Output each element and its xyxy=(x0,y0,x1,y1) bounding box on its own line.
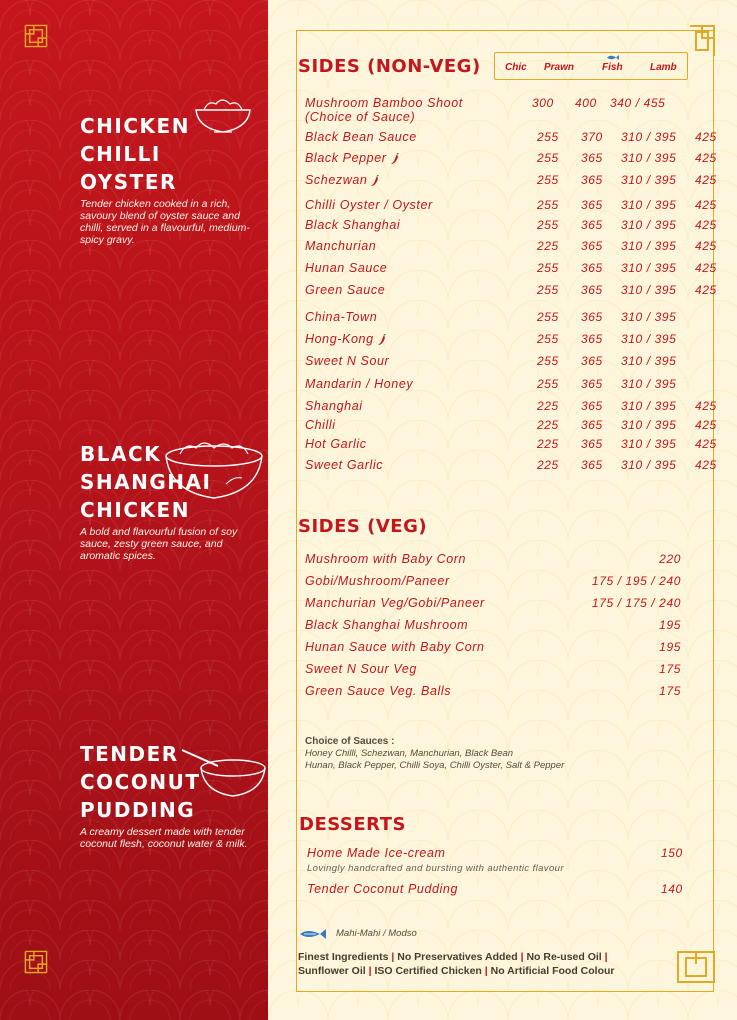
menu-item-price: 365 xyxy=(581,377,603,391)
menu-item-price: 425 xyxy=(695,239,717,253)
menu-item-name: Chilli xyxy=(305,418,336,432)
veg-item-price: 175 / 195 / 240 xyxy=(591,574,681,588)
bowl-illustration-icon xyxy=(192,92,254,136)
fish-legend-label: Mahi-Mahi / Modso xyxy=(336,928,417,939)
menu-item-price: 365 xyxy=(581,151,603,165)
corner-ornament-top-left xyxy=(24,24,48,48)
menu-item-price: 310 / 395 xyxy=(621,218,677,232)
menu-item-price: 255 xyxy=(537,283,559,297)
dessert-bowl-illustration-icon xyxy=(178,746,268,802)
menu-item-row xyxy=(305,354,715,370)
menu-panel xyxy=(268,0,737,1020)
menu-item-price: 310 / 395 xyxy=(621,332,677,346)
menu-item-price: 310 / 395 xyxy=(621,198,677,212)
column-header-prawn: Prawn xyxy=(544,62,575,73)
menu-item-row xyxy=(305,96,715,124)
dessert-item xyxy=(307,882,717,898)
menu-item-row xyxy=(305,437,715,453)
dessert-item xyxy=(307,846,717,862)
menu-item-price: 310 / 395 xyxy=(621,399,677,413)
menu-item-price: 255 xyxy=(537,261,559,275)
menu-item-price: 365 xyxy=(581,418,603,432)
sauces-line: Honey Chilli, Schezwan, Manchurian, Black Bean xyxy=(305,748,514,759)
menu-item-name: Hot Garlic xyxy=(305,437,367,451)
menu-item-price: 365 xyxy=(581,354,603,368)
feature-title-line: COCONUT xyxy=(80,770,201,794)
menu-item-price: 255 xyxy=(537,354,559,368)
fish-legend xyxy=(298,926,498,942)
menu-item-price: 425 xyxy=(695,437,717,451)
menu-item-name: Sweet Garlic xyxy=(305,458,384,472)
menu-item-row xyxy=(305,151,715,167)
menu-item-price: 310 / 395 xyxy=(621,173,677,187)
menu-item-price: 255 xyxy=(537,310,559,324)
menu-item-row xyxy=(305,130,715,146)
veg-item-name: Sweet N Sour Veg xyxy=(305,662,417,676)
menu-item-row xyxy=(305,332,715,348)
menu-item-price: 255 xyxy=(537,198,559,212)
menu-item-price: 310 / 395 xyxy=(621,458,677,472)
section-title-sides-nonveg: SIDES (NON-VEG) xyxy=(298,56,481,77)
feature-title-line: PUDDING xyxy=(80,798,196,822)
sauces-line: Hunan, Black Pepper, Chilli Soya, Chilli Oyster, Salt & Pepper xyxy=(305,760,565,771)
veg-item-price: 195 xyxy=(659,640,681,654)
footer-claim: Finest Ingredients xyxy=(298,951,389,963)
menu-item-price: 365 xyxy=(581,173,603,187)
feature-title-line: CHICKEN xyxy=(80,498,190,522)
menu-item-price: 425 xyxy=(695,173,717,187)
feature-title-line: TENDER xyxy=(80,742,179,766)
menu-item-name: Hunan Sauce xyxy=(305,261,388,275)
menu-item-price: 365 xyxy=(581,310,603,324)
menu-item-price: 310 / 395 xyxy=(621,239,677,253)
veg-item-price: 195 xyxy=(659,618,681,632)
veg-item-row xyxy=(305,684,715,700)
menu-item-row xyxy=(305,198,715,214)
footer-line-1 xyxy=(298,951,608,963)
menu-item-price: 225 xyxy=(537,437,559,451)
menu-item-price: 310 / 395 xyxy=(621,261,677,275)
menu-item-price: 255 xyxy=(537,130,559,144)
dessert-price: 150 xyxy=(661,846,683,860)
menu-item-row xyxy=(305,458,715,474)
menu-item-price: 255 xyxy=(537,173,559,187)
menu-item-row xyxy=(305,310,715,326)
menu-item-row xyxy=(305,261,715,277)
veg-item-row xyxy=(305,574,715,590)
menu-item-price: 425 xyxy=(695,399,717,413)
menu-item-price: 425 xyxy=(695,283,717,297)
footer-separator: | xyxy=(368,965,372,977)
menu-item-price: 310 / 395 xyxy=(621,130,677,144)
menu-item-price: 425 xyxy=(695,261,717,275)
footer-claim: ISO Certified Chicken xyxy=(374,965,482,977)
menu-item-price: 310 / 395 xyxy=(621,151,677,165)
veg-item-name: Green Sauce Veg. Balls xyxy=(305,684,452,698)
dessert-name: Tender Coconut Pudding xyxy=(307,882,459,896)
menu-item-row xyxy=(305,418,715,434)
menu-item-name: Sweet N Sour xyxy=(305,354,390,368)
menu-item-price: 365 xyxy=(581,239,603,253)
menu-item-row xyxy=(305,283,715,299)
feature-description: A bold and flavourful fusion of soy sauce, zesty green sauce, and aromatic spices. xyxy=(80,526,238,562)
veg-item-name: Hunan Sauce with Baby Corn xyxy=(305,640,485,654)
footer-separator: | xyxy=(520,951,524,963)
menu-item-row xyxy=(305,239,715,255)
veg-item-price: 175 / 175 / 240 xyxy=(591,596,681,610)
dessert-name: Home Made Ice-cream xyxy=(307,846,446,860)
column-header-chic: Chic xyxy=(505,62,527,73)
bowl-illustration-icon xyxy=(162,436,266,506)
veg-item-name: Black Shanghai Mushroom xyxy=(305,618,469,632)
menu-item-name: China-Town xyxy=(305,310,378,324)
feature-description: A creamy dessert made with tender coconut flesh, coconut water & milk. xyxy=(80,826,248,850)
menu-item-name: Schezwan xyxy=(305,173,380,187)
menu-item-price: 300 xyxy=(532,96,554,110)
menu-item-price: 400 xyxy=(575,96,597,110)
menu-item-price: 225 xyxy=(537,239,559,253)
footer-claim: Sunflower Oil xyxy=(298,965,366,977)
menu-item-price: 310 / 395 xyxy=(621,354,677,368)
footer-claim: No Re-used Oil xyxy=(526,951,602,963)
menu-item-row xyxy=(305,173,715,189)
menu-item-price: 425 xyxy=(695,218,717,232)
menu-item-price: 340 / 455 xyxy=(610,96,666,110)
menu-item-name: Mushroom Bamboo Shoot xyxy=(305,96,463,110)
corner-ornament-bottom-left xyxy=(24,950,48,974)
menu-item-name: Green Sauce xyxy=(305,283,386,297)
menu-item-name: Black Pepper xyxy=(305,151,400,165)
feature-title-line: CHICKEN xyxy=(80,114,190,138)
footer-claim: No Preservatives Added xyxy=(397,951,518,963)
dessert-note: Lovingly handcrafted and bursting with authentic flavour xyxy=(307,863,564,874)
fish-icon xyxy=(606,54,620,61)
menu-item-name: Chilli Oyster / Oyster xyxy=(305,198,433,212)
chili-spicy-icon xyxy=(390,153,400,165)
footer-separator: | xyxy=(484,965,488,977)
dessert-price: 140 xyxy=(661,882,683,896)
menu-item-name: Shanghai xyxy=(305,399,363,413)
veg-item-name: Manchurian Veg/Gobi/Paneer xyxy=(305,596,485,610)
corner-ornament-top-right xyxy=(688,24,716,58)
corner-ornament-bottom-right xyxy=(676,950,716,984)
veg-item-row xyxy=(305,640,715,656)
veg-item-row xyxy=(305,552,715,568)
menu-item-price: 255 xyxy=(537,218,559,232)
menu-item-price: 425 xyxy=(695,418,717,432)
menu-item-row xyxy=(305,377,715,393)
menu-item-price: 255 xyxy=(537,332,559,346)
menu-item-price: 425 xyxy=(695,130,717,144)
footer-line-2 xyxy=(298,965,614,977)
menu-item-price: 365 xyxy=(581,332,603,346)
veg-item-row xyxy=(305,662,715,678)
menu-item-price: 225 xyxy=(537,418,559,432)
feature-title-line: BLACK xyxy=(80,442,162,466)
left-feature-panel xyxy=(0,0,268,1020)
feature-description: Tender chicken cooked in a rich, savoury blend of oyster sauce and chilli, served in a flavourful, medium-spicy gravy. xyxy=(80,198,250,246)
menu-item-price: 310 / 395 xyxy=(621,283,677,297)
column-header-lamb: Lamb xyxy=(650,62,677,73)
veg-item-name: Mushroom with Baby Corn xyxy=(305,552,467,566)
veg-item-name: Gobi/Mushroom/Paneer xyxy=(305,574,450,588)
menu-item-row xyxy=(305,218,715,234)
menu-item-price: 310 / 395 xyxy=(621,418,677,432)
menu-item-price: 365 xyxy=(581,283,603,297)
menu-item-price: 365 xyxy=(581,218,603,232)
menu-item-name: Mandarin / Honey xyxy=(305,377,414,391)
menu-item-name: Hong-Kong xyxy=(305,332,387,346)
column-header-fish: Fish xyxy=(602,62,623,73)
veg-item-price: 220 xyxy=(659,552,681,566)
veg-item-price: 175 xyxy=(659,662,681,676)
menu-item-price: 370 xyxy=(581,130,603,144)
veg-item-row xyxy=(305,596,715,612)
section-title-desserts: DESSERTS xyxy=(299,814,406,835)
menu-item-price: 365 xyxy=(581,437,603,451)
fish-icon xyxy=(298,928,328,940)
veg-item-row xyxy=(305,618,715,634)
footer-claim: No Artificial Food Colour xyxy=(490,965,615,977)
menu-item-price: 365 xyxy=(581,399,603,413)
menu-item-price: 365 xyxy=(581,198,603,212)
menu-item-price: 310 / 395 xyxy=(621,437,677,451)
menu-item-price: 225 xyxy=(537,399,559,413)
menu-item-price: 255 xyxy=(537,151,559,165)
section-title-sides-veg: SIDES (VEG) xyxy=(298,516,428,537)
menu-item-subtitle: (Choice of Sauce) xyxy=(305,110,416,124)
chili-spicy-icon xyxy=(377,334,387,346)
menu-item-price: 425 xyxy=(695,198,717,212)
chili-spicy-icon xyxy=(370,175,380,187)
menu-item-name: Black Bean Sauce xyxy=(305,130,417,144)
menu-item-price: 425 xyxy=(695,151,717,165)
feature-title-line: SHANGHAI xyxy=(80,470,212,494)
menu-item-price: 310 / 395 xyxy=(621,310,677,324)
menu-item-price: 365 xyxy=(581,458,603,472)
veg-item-price: 175 xyxy=(659,684,681,698)
menu-item-row xyxy=(305,399,715,415)
footer-separator: | xyxy=(391,951,395,963)
menu-item-price: 255 xyxy=(537,377,559,391)
menu-item-price: 425 xyxy=(695,458,717,472)
feature-title-line: CHILLI OYSTER xyxy=(80,142,177,194)
menu-item-price: 310 / 395 xyxy=(621,377,677,391)
menu-item-name: Manchurian xyxy=(305,239,377,253)
menu-item-price: 225 xyxy=(537,458,559,472)
menu-item-price: 365 xyxy=(581,261,603,275)
footer-separator: | xyxy=(604,951,608,963)
menu-item-name: Black Shanghai xyxy=(305,218,401,232)
sauces-heading: Choice of Sauces : xyxy=(305,736,395,747)
